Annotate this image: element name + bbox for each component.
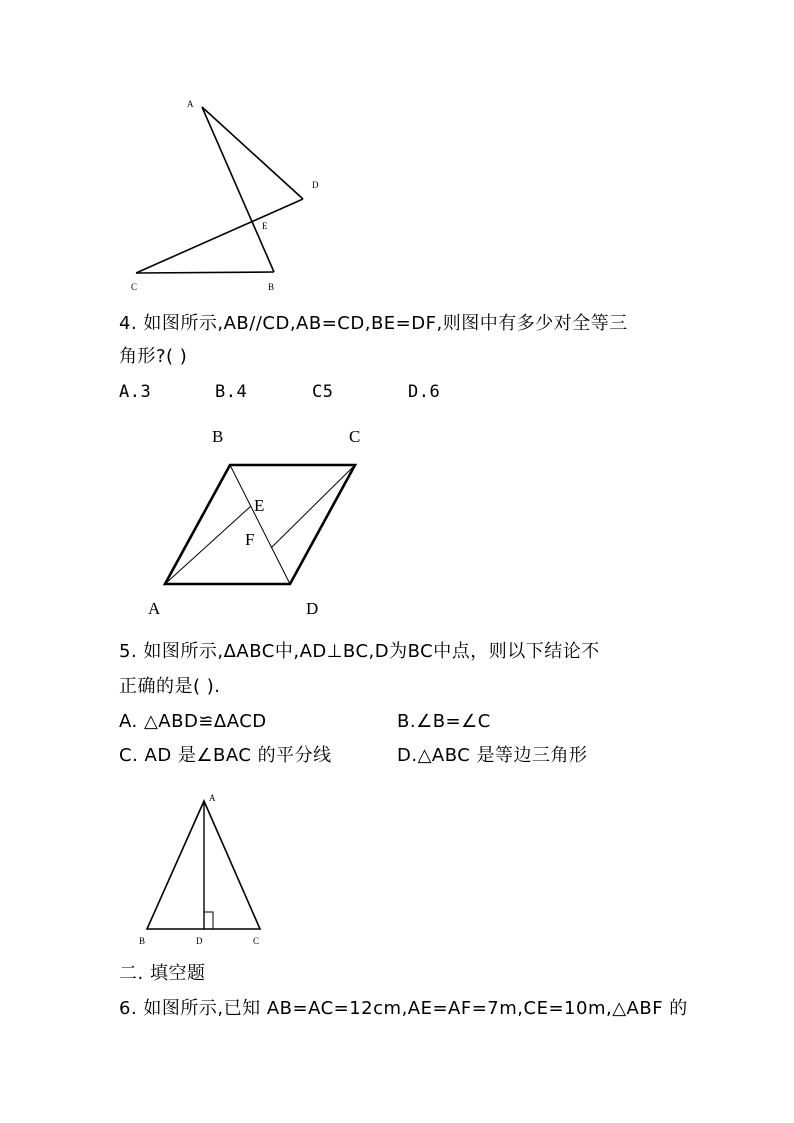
fig1-label-d: D	[312, 180, 319, 190]
fig3-right-angle-mark	[204, 912, 213, 929]
section-2-title: 二. 填空题	[119, 963, 206, 984]
fig1-segment-cb	[136, 272, 274, 273]
figure-1-diagram	[120, 90, 340, 300]
q4-option-c: C5	[312, 382, 334, 402]
q5-line-2: 正确的是( ).	[119, 676, 221, 697]
fig1-segment-ad	[202, 107, 303, 199]
fig2-segment-cf	[271, 465, 355, 548]
fig3-label-a: A	[209, 793, 216, 803]
fig2-label-b: B	[212, 427, 224, 446]
q4-line-1: 4. 如图所示,AB//CD,AB=CD,BE=DF,则图中有多少对全等三	[119, 313, 628, 334]
figure-2-diagram	[140, 420, 380, 625]
fig1-segment-ab	[202, 107, 274, 272]
fig2-diagonal-bd	[230, 465, 290, 584]
q6-line-1: 6. 如图所示,已知 AB=AC=12cm,AE=AF=7m,CE=10m,△ABF 的	[119, 998, 688, 1019]
q4-option-a: A.3	[119, 382, 152, 402]
fig1-label-b: B	[268, 282, 275, 292]
fig1-label-e: E	[262, 221, 268, 231]
fig1-label-c: C	[131, 282, 138, 292]
fig2-label-d: D	[306, 599, 319, 618]
fig1-label-a: A	[187, 99, 194, 109]
q5-option-b: B.∠B=∠C	[397, 711, 491, 732]
fig2-label-a: A	[148, 599, 161, 618]
fig3-label-c: C	[253, 936, 260, 946]
figure-3-diagram	[130, 785, 280, 955]
fig2-label-c: C	[349, 427, 361, 446]
fig1-segment-cd	[136, 199, 303, 273]
fig2-label-e: E	[254, 496, 265, 515]
q4-option-d: D.6	[408, 382, 441, 402]
q5-line-1: 5. 如图所示,ΔABC中,AD⊥BC,D为BC中点，则以下结论不	[119, 641, 600, 662]
fig3-label-d: D	[196, 936, 203, 946]
q5-option-d: D.△ABC 是等边三角形	[397, 745, 588, 766]
q5-option-a: A. △ABD≌ΔACD	[119, 711, 267, 732]
q4-option-b: B.4	[215, 382, 248, 402]
fig3-label-b: B	[139, 936, 146, 946]
fig2-label-f: F	[245, 530, 255, 549]
q4-line-2: 角形?( )	[119, 346, 188, 367]
q5-option-c: C. AD 是∠BAC 的平分线	[119, 745, 332, 766]
fig2-segment-ae	[165, 506, 251, 584]
